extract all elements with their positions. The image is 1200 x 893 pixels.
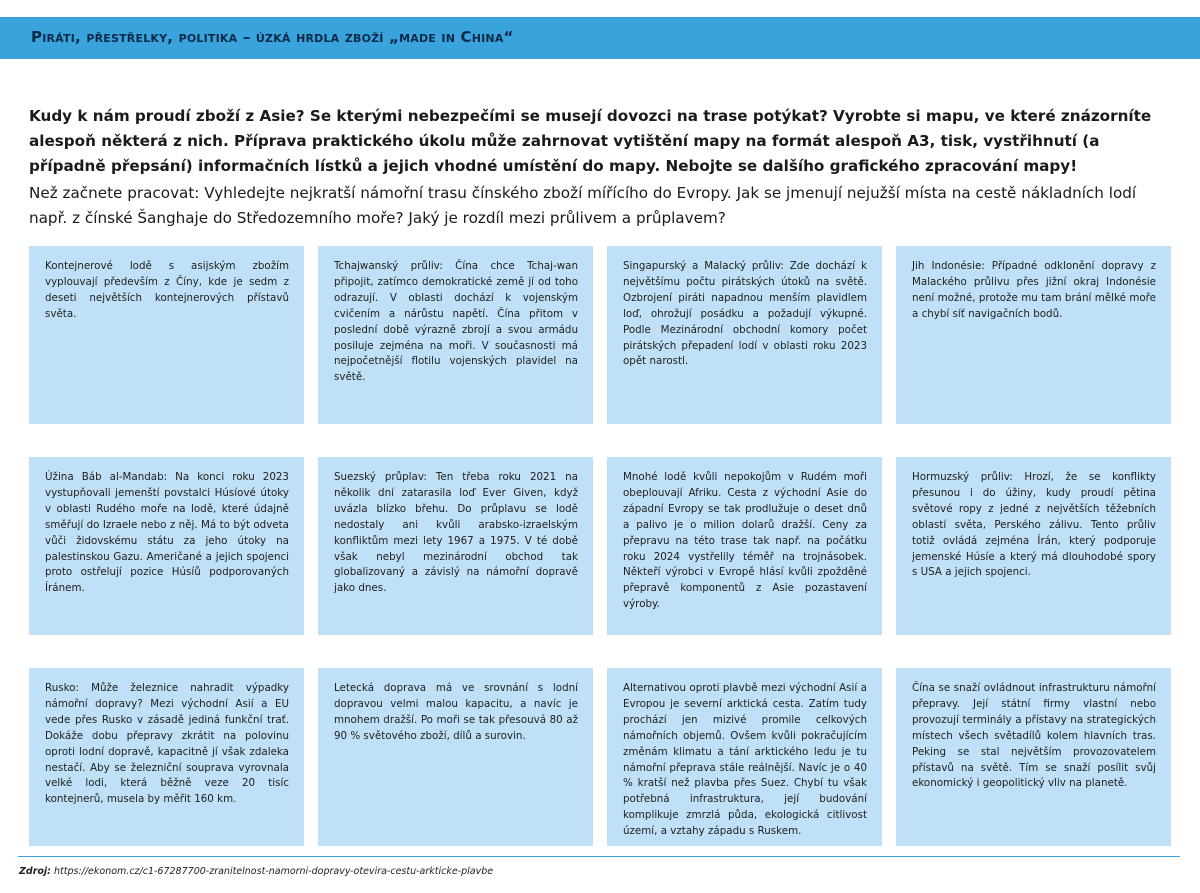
info-card-hormuz-strait: Hormuzský průliv: Hrozí, že se konflikty přesunou i do úžiny, kudy proudí pětina světové ropy z jedné z největších těžebních oblastí světa, Perského zálivu. Tento průliv totiž ovládá zejména Írán, který podporuje jemenské Húsíe a který má dlouhodobé spory s USA a jejich spojenci. xyxy=(896,457,1171,635)
source-citation xyxy=(19,866,493,877)
info-card-malacca-strait: Singapurský a Malacký průliv: Zde dochází k největšímu počtu pirátských útoků na světě. Ozbrojení piráti napadnou menším plavidlem loď, ohrožují posádku a požadují výkupné. Podle Mezinárodní obchodní komory počet pirátských přepadení lodí v oblasti roku 2023 opět narostl. xyxy=(607,246,882,424)
info-card-china-infrastructure: Čína se snaží ovládnout infrastrukturu námořní přepravy. Její státní firmy vlastní nebo provozují terminály a přístavy na strategických místech všech světadílů kolem hlavních tras. Peking se stal největším provozovatelem přístavů na světě. Tím se snaží posílit svůj ekonomický i geopolitický vliv na planetě. xyxy=(896,668,1171,846)
info-card-air-transport: Letecká doprava má ve srovnání s lodní dopravou velmi malou kapacitu, a navíc je mnohem dražší. Po moři se tak přesouvá 80 až 90 % světového zboží, dílů a surovin. xyxy=(318,668,593,846)
task-instructions: Kudy k nám proudí zboží z Asie? Se kterými nebezpečími se musejí dovozci na trase potýkat? Vyrobte si mapu, ve které znázorníte alespoň některá z nich. Příprava praktického úkolu může zahrnovat vytištění mapy na formát alespoň A3, tisk, vystřihnutí (a případně přepsání) informačních lístků a jejich vhodné umístění do mapy. Nebojte se dalšího grafického zpracování mapy! xyxy=(29,107,1152,175)
info-card-bab-al-mandab: Úžina Báb al-Mandab: Na konci roku 2023 vystupňovali jemenští povstalci Húsíové útoky v oblasti Rudého moře na lodě, které údajně směřují do Izraele nebo z něj. Má to být odveta vůči židovskému státu za jeho útoky na palestinskou Gazu. Američané a jejich spojenci proto ostřelují pozice Húsíů podporovaných Íránem. xyxy=(29,457,304,635)
info-card-suez-canal: Suezský průplav: Ten třeba roku 2021 na několik dní zatarasila loď Ever Given, když uvázla blízko břehu. Do průplavu se lodě nedostaly ani kvůli arabsko-izraelským konfliktům mezi lety 1967 a 1975. V té době však nebyl mezinárodní obchod tak globalizovaný a závislý na námořní dopravě jako dnes. xyxy=(318,457,593,635)
page-title: Piráti, přestřelky, politika – úzká hrdla zboží „made in China“ xyxy=(31,28,514,46)
source-url: https://ekonom.cz/c1-67287700-zranitelnost-namorni-dopravy-otevira-cestu-arkticke-plavbe xyxy=(54,866,494,877)
preparatory-question: Než začnete pracovat: Vyhledejte nejkratší námořní trasu čínského zboží mířícího do Evropy. Jak se jmenují nejužší místa na cestě nákladních lodí např. z čínské Šanghaje do Středozemního moře? Jaký je rozdíl mezi průlivem a průplavem? xyxy=(29,184,1137,227)
footer-divider xyxy=(18,856,1180,857)
info-card-russia-railway: Rusko: Může železnice nahradit výpadky námořní dopravy? Mezi východní Asií a EU vede přes Rusko v zásadě jediná funkční trať. Dokáže dobu přepravy zkrátit na polovinu oproti lodní dopravě, kapacitně jí však zdaleka nestačí. Aby se železniční souprava vyrovnala velké lodi, která běžně veze 20 tisíc kontejnerů, musela by měřit 160 km. xyxy=(29,668,304,846)
info-card-china-ports: Kontejnerové lodě s asijským zbožím vyplouvají především z Číny, kde je sedm z deseti největších kontejnerových přístavů světa. xyxy=(29,246,304,424)
info-card-south-indonesia: Jih Indonésie: Případné odklonění dopravy z Malackého průlivu přes jižní okraj Indonésie není možné, protože mu tam brání mělké moře a chybí síť navigačních bodů. xyxy=(896,246,1171,424)
info-card-africa-route: Mnohé lodě kvůli nepokojům v Rudém moři obeplouvají Afriku. Cesta z východní Asie do západní Evropy se tak prodlužuje o deset dnů a palivo je o milion dolarů dražší. Ceny za přepravu na této trase tak např. na počátku roku 2024 vystřelily téměř na trojnásobek. Někteří výrobci v Evropě hlásí kvůli zpožděné přepravě komponentů z Asie pozastavení výroby. xyxy=(607,457,882,635)
source-label: Zdroj: xyxy=(19,866,51,877)
info-card-arctic-route: Alternativou oproti plavbě mezi východní Asií a Evropou je severní arktická cesta. Zatím tudy prochází jen mizivé promile celkových námořních objemů. Ovšem kvůli pokračujícím změnám klimatu a tání arktického ledu je tu námořní přeprava stále reálnější. Navíc je o 40 % kratší než plavba přes Suez. Chybí tu však potřebná infrastruktura, její budování komplikuje zmrzlá půda, ekologická citlivost území, a vztahy západu s Ruskem. xyxy=(607,668,882,846)
info-card-taiwan-strait: Tchajwanský průliv: Čína chce Tchaj-wan připojit, zatímco demokratické země jí od toho odrazují. V oblasti dochází k vojenským cvičením a nárůstu napětí. Čína přitom v poslední době výrazně zbrojí a svou armádu posiluje zejména na moři. V současnosti má nejpočetnější flotilu vojenských plavidel na světě. xyxy=(318,246,593,424)
info-cards-grid xyxy=(29,246,1170,843)
